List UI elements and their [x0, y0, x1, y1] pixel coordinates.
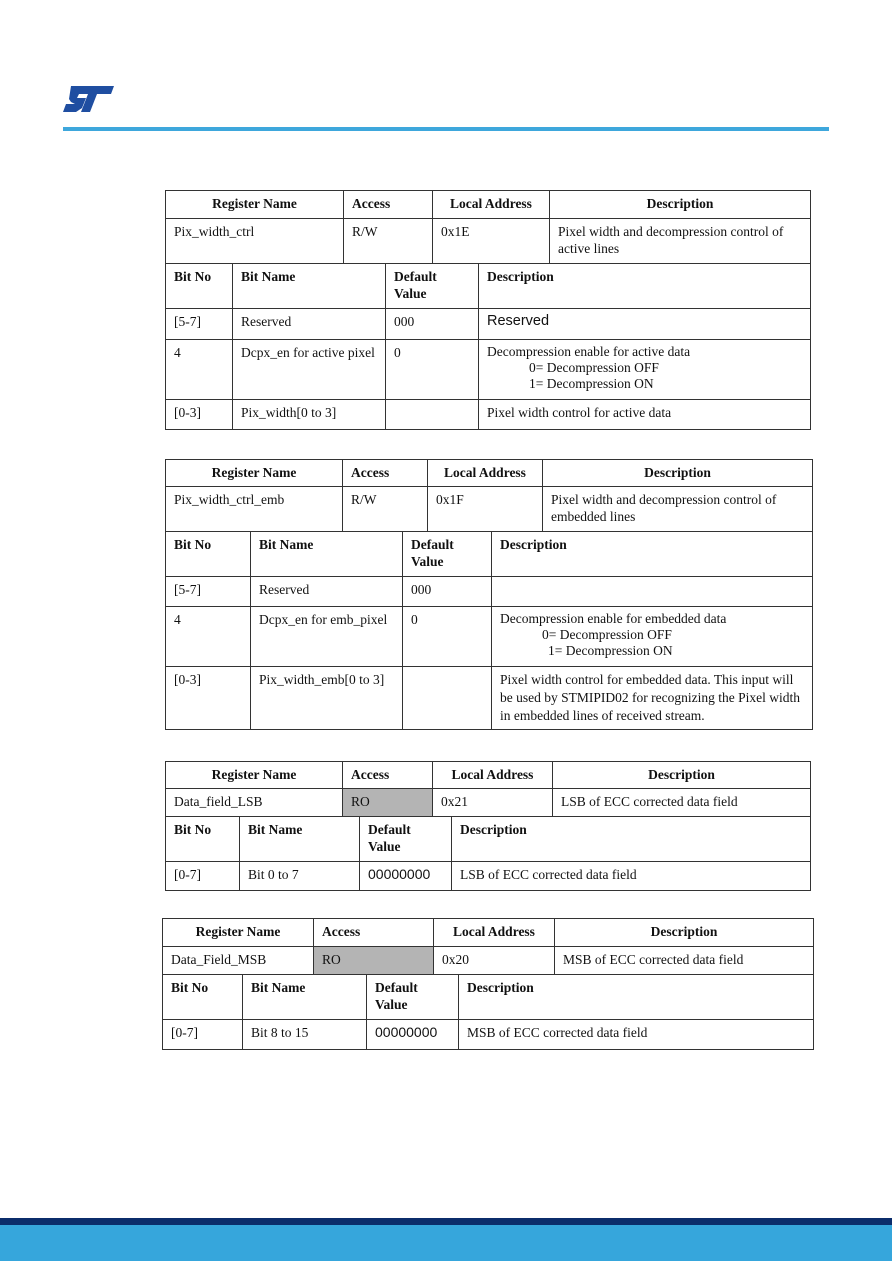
reg-value-row: [165, 788, 811, 817]
col-bit-name: Bit Name: [250, 531, 403, 577]
bit-default: 000: [385, 308, 479, 340]
bit-default: [402, 666, 492, 730]
bit-default: 0: [402, 606, 492, 667]
col-bit-description: Description: [451, 816, 811, 862]
col-bit-no: Bit No: [165, 531, 251, 577]
register-access: RO: [313, 946, 434, 975]
col-local-address: Local Address: [432, 190, 550, 219]
col-register-name: Register Name: [165, 761, 343, 789]
reg-header-row: [165, 761, 811, 789]
reg-header-row: [162, 918, 814, 947]
register-access: R/W: [342, 486, 428, 532]
bit-header-row: [165, 816, 811, 862]
bit-name: Dcpx_en for active pixel: [232, 339, 386, 400]
bit-row: [165, 666, 813, 730]
col-bit-no: Bit No: [162, 974, 243, 1020]
register-access: R/W: [343, 218, 433, 264]
register-name: Pix_width_ctrl: [165, 218, 344, 264]
bit-no: [5-7]: [165, 576, 251, 607]
bit-name: Dcpx_en for emb_pixel: [250, 606, 403, 667]
col-default-value: Default Value: [359, 816, 452, 862]
register-description: MSB of ECC corrected data field: [554, 946, 814, 975]
col-bit-no: Bit No: [165, 263, 233, 309]
col-bit-description: Description: [458, 974, 814, 1020]
col-default-value: Default Value: [366, 974, 459, 1020]
col-access: Access: [342, 761, 433, 789]
col-bit-name: Bit Name: [239, 816, 360, 862]
col-access: Access: [313, 918, 434, 947]
col-bit-name: Bit Name: [242, 974, 367, 1020]
col-register-name: Register Name: [165, 190, 344, 219]
register-table-data-field-lsb: [165, 761, 811, 891]
bit-name: Bit 0 to 7: [239, 861, 360, 891]
bit-no: [0-7]: [162, 1019, 243, 1050]
bit-name: Reserved: [232, 308, 386, 340]
register-table-data-field-msb: [162, 918, 814, 1050]
bit-no: [0-3]: [165, 666, 251, 730]
bit-description: [491, 606, 813, 667]
register-address: 0x1F: [427, 486, 543, 532]
bit-name: Bit 8 to 15: [242, 1019, 367, 1050]
bit-description: [478, 339, 811, 400]
reg-value-row: [165, 218, 811, 264]
bit-default: 0: [385, 339, 479, 400]
bit-description: [491, 576, 813, 607]
bit-row: [165, 606, 813, 667]
bit-description: Pixel width control for active data: [478, 399, 811, 430]
reg-header-row: [165, 459, 813, 487]
register-description: LSB of ECC corrected data field: [552, 788, 811, 817]
bit-default: 00000000: [366, 1019, 459, 1050]
col-description: Description: [552, 761, 811, 789]
col-bit-description: Description: [478, 263, 811, 309]
bit-no: [0-7]: [165, 861, 240, 891]
bit-default: 00000000: [359, 861, 452, 891]
bit-row: [165, 399, 811, 430]
description-option-off: 0= Decompression OFF: [529, 360, 659, 375]
col-access: Access: [343, 190, 433, 219]
bit-row: [165, 339, 811, 400]
description-option-on: 1= Decompression ON: [548, 643, 673, 658]
bit-name: Reserved: [250, 576, 403, 607]
description-text: Decompression enable for embedded data: [500, 611, 727, 626]
register-name: Data_field_LSB: [165, 788, 343, 817]
col-default-value: Default Value: [385, 263, 479, 309]
bit-default: 000: [402, 576, 492, 607]
bit-description: Pixel width control for embedded data. This input will be used by STMIPID02 for recognizing the Pixel width in embedded lines of received stream.: [491, 666, 813, 730]
bit-name: Pix_width[0 to 3]: [232, 399, 386, 430]
col-description: Description: [542, 459, 813, 487]
reg-value-row: [165, 486, 813, 532]
bit-name: Pix_width_emb[0 to 3]: [250, 666, 403, 730]
bit-row: [165, 576, 813, 607]
col-bit-no: Bit No: [165, 816, 240, 862]
footer-dark-stripe: [0, 1218, 892, 1225]
col-default-value: Default Value: [402, 531, 492, 577]
bit-no: 4: [165, 339, 233, 400]
register-description: Pixel width and decompression control of active lines: [549, 218, 811, 264]
footer-band: [0, 1225, 892, 1261]
register-address: 0x1E: [432, 218, 550, 264]
bit-row: [162, 1019, 814, 1050]
col-bit-description: Description: [491, 531, 813, 577]
bit-description: LSB of ECC corrected data field: [451, 861, 811, 891]
description-option-on: 1= Decompression ON: [529, 376, 654, 391]
reg-value-row: [162, 946, 814, 975]
register-address: 0x20: [433, 946, 555, 975]
register-name: Data_Field_MSB: [162, 946, 314, 975]
bit-row: [165, 308, 811, 340]
col-description: Description: [549, 190, 811, 219]
bit-header-row: [165, 531, 813, 577]
register-description: Pixel width and decompression control of embedded lines: [542, 486, 813, 532]
bit-no: [5-7]: [165, 308, 233, 340]
description-text: Decompression enable for active data: [487, 344, 691, 359]
register-table-pix-width-ctrl: [165, 190, 811, 430]
st-logo: [62, 84, 116, 114]
col-local-address: Local Address: [432, 761, 553, 789]
col-local-address: Local Address: [433, 918, 555, 947]
reg-header-row: [165, 190, 811, 219]
register-access: RO: [342, 788, 433, 817]
col-register-name: Register Name: [165, 459, 343, 487]
bit-description: MSB of ECC corrected data field: [458, 1019, 814, 1050]
register-name: Pix_width_ctrl_emb: [165, 486, 343, 532]
col-bit-name: Bit Name: [232, 263, 386, 309]
bit-header-row: [165, 263, 811, 309]
col-register-name: Register Name: [162, 918, 314, 947]
col-local-address: Local Address: [427, 459, 543, 487]
bit-no: 4: [165, 606, 251, 667]
register-table-pix-width-ctrl-emb: [165, 459, 813, 730]
register-address: 0x21: [432, 788, 553, 817]
bit-no: [0-3]: [165, 399, 233, 430]
description-option-off: 0= Decompression OFF: [542, 627, 672, 642]
bit-description: Reserved: [478, 308, 811, 340]
col-access: Access: [342, 459, 428, 487]
header-rule: [63, 127, 829, 131]
col-description: Description: [554, 918, 814, 947]
bit-header-row: [162, 974, 814, 1020]
bit-default: [385, 399, 479, 430]
bit-row: [165, 861, 811, 891]
